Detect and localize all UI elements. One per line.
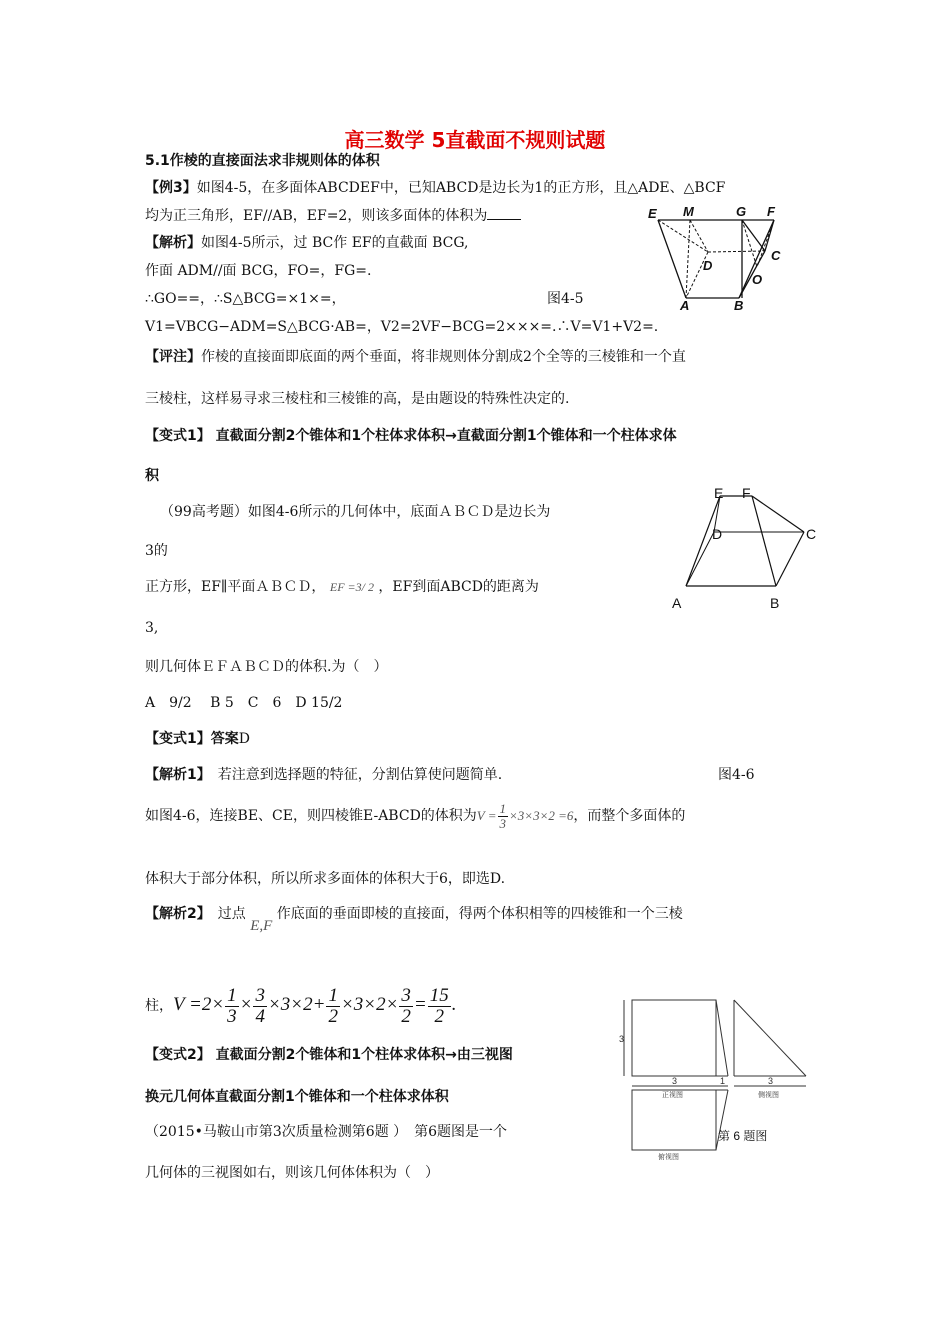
- label-A: A: [680, 298, 690, 312]
- variant1-heading-cont: 积: [145, 468, 159, 484]
- s1b-math-right: ×3×3×2 =6: [509, 808, 574, 823]
- fraction-1-2: [326, 986, 340, 1027]
- s1b-text: 如图4-6，连接BE、CE，则四棱锥E-ABCD的体积为: [145, 808, 477, 824]
- example3-line1: [145, 177, 725, 197]
- variant1-heading: 【变式1】 直截面分割2个锥体和1个柱体求体积→直截面分割1个锥体和一个柱体求体: [145, 428, 677, 444]
- comment-line2: 三棱柱，这样易寻求三棱柱和三棱锥的高，是由题设的特殊性决定的.: [145, 391, 570, 407]
- points-ef-math: E,F: [250, 918, 273, 934]
- label-B: B: [770, 595, 780, 611]
- variant1-solution2: [145, 903, 683, 934]
- label-E: E: [714, 485, 724, 501]
- label-E: E: [648, 206, 657, 221]
- q3-text-a: 正方形，EF∥平面ＡＢＣＤ，: [145, 579, 326, 595]
- dim-side-width: 3: [768, 1076, 774, 1086]
- variant1-answer: [145, 728, 250, 748]
- figure-4-5-caption: 图4-5: [547, 291, 584, 307]
- variant1-solution1: [145, 764, 502, 784]
- variant1-solution2-formula: 柱，V =2× $\frac{1}{3}$ × $\frac{3}{4}$ ×3×2+ $\frac{1}{2}$ ×3×2× $\frac{3}{2}$ = $\frac{15}{2}$ .: [145, 984, 457, 1027]
- s1b-text-b: ，而整个多面体的: [573, 808, 686, 824]
- formula-part3: ×3×2×: [340, 994, 399, 1015]
- label-D: D: [712, 526, 723, 542]
- label-B: B: [734, 298, 744, 312]
- label-G: G: [736, 204, 747, 219]
- frac-num: 15: [429, 984, 449, 1006]
- variant1-solution1-conclusion: 体积大于部分体积，所以所求多面体的体积大于6，即选D.: [145, 871, 506, 887]
- label-O: O: [752, 272, 763, 287]
- frac-den: 4: [255, 1005, 265, 1027]
- q3-text-b: ，EF到面ABCD的距离为: [378, 579, 539, 595]
- dim-front-width: 3: [672, 1076, 678, 1086]
- three-view-figure: [618, 992, 818, 1162]
- comment-text1: 作棱的直接面即底面的两个垂面，将非规则体分割成2个全等的三棱锥和一个直: [201, 349, 686, 365]
- figure-4-5: [640, 200, 790, 312]
- example3-text2: 均为正三角形，EF//AB，EF=2，则该多面体的体积为: [145, 208, 488, 224]
- formula-equals: =: [413, 994, 427, 1015]
- label-F: F: [767, 204, 775, 219]
- side-view-label: 侧视图: [758, 1092, 779, 1099]
- section-heading: 5.1作棱的直接面法求非规则体的体积: [145, 153, 380, 169]
- frac-num: 1: [227, 984, 237, 1006]
- front-view-label: 正视图: [662, 1092, 683, 1099]
- frac-den: 2: [328, 1005, 338, 1027]
- label-F: F: [742, 485, 751, 501]
- variant1-question-line3: [145, 576, 539, 596]
- frac-num: 3: [255, 984, 265, 1006]
- variant2-question-line2: 几何体的三视图如右，则该几何体体积为（ ）: [145, 1165, 439, 1181]
- frac-den: 2: [401, 1005, 411, 1027]
- solution-line3: ∴GO==，∴S△BCG=×1×=，: [145, 291, 346, 307]
- formula-part1: V =2×: [173, 994, 225, 1015]
- figure-4-6: [666, 482, 826, 614]
- figure-caption: 第 6 题图: [718, 1129, 768, 1143]
- frac-den: 2: [434, 1005, 444, 1027]
- example3-line2: [145, 205, 521, 225]
- variant2-heading: 【变式2】 直截面分割2个锥体和1个柱体求体积→由三视图: [145, 1047, 513, 1063]
- solution-line4: V1=VBCG−ADM=S△BCG·AB=，V2=2VF−BCG=2×××=.∴V=V1+V2=.: [145, 319, 659, 335]
- solution2-tag: 【解析2】: [145, 906, 204, 922]
- solution-line2: 作面 ADM//面 BCG，FO=，FG=.: [145, 263, 372, 279]
- answer-value: D: [238, 731, 250, 747]
- dim-height: 3: [619, 1034, 625, 1044]
- variant1-options: A 9/2 B 5 C 6 D 15/2: [145, 695, 343, 711]
- label-A: A: [672, 595, 682, 611]
- solution-tag: 【解析】: [145, 235, 201, 251]
- formula-part2: ×3×2+: [267, 994, 326, 1015]
- variant1-question-line1: （99高考题）如图4-6所示的几何体中，底面ＡＢＣＤ是边长为: [160, 504, 551, 520]
- frac-den: 3: [499, 815, 507, 831]
- solution-line1: [145, 232, 468, 252]
- variant1-question-line4: 3,: [145, 620, 159, 636]
- fraction-3-4: [253, 986, 267, 1027]
- fraction-one-third: [498, 802, 509, 830]
- ef-length-math: EF =3/ 2: [329, 580, 374, 594]
- solution-text1: 如图4-5所示，过 BC作 EF的直截面 BCG,: [201, 235, 469, 251]
- answer-blank: [487, 207, 521, 220]
- frac-num: 1: [499, 800, 507, 816]
- variant2-heading-cont: 换元几何体直截面分割1个锥体和一个柱体求体积: [145, 1089, 449, 1105]
- s2-text-a: 过点: [217, 906, 246, 922]
- variant1-question-line2: 3的: [145, 543, 168, 559]
- s1b-math-left: V =: [476, 808, 497, 823]
- label-C: C: [806, 526, 817, 542]
- fraction-1-3: [225, 986, 239, 1027]
- dim-offset: 1: [720, 1076, 726, 1086]
- solution1-text: 若注意到选择题的特征，分割估算使问题简单.: [217, 767, 503, 783]
- comment-line1: [145, 346, 686, 366]
- page-title: 高三数学 5直截面不规则试题: [344, 128, 606, 152]
- comment-tag: 【评注】: [145, 349, 201, 365]
- answer-tag: 【变式1】答案: [145, 731, 239, 747]
- label-M: M: [683, 204, 694, 219]
- frac-den: 3: [227, 1005, 237, 1027]
- label-C: C: [771, 248, 781, 263]
- example3-tag: 【例3】: [145, 180, 197, 196]
- variant1-solution1-formula-line: [145, 800, 685, 832]
- variant2-question-line1: （2015•马鞍山市第3次质量检测第6题 ） 第6题图是一个: [145, 1124, 508, 1140]
- s2c-text: 柱，: [145, 998, 173, 1014]
- fraction-15-2: [428, 986, 451, 1027]
- example3-text: 如图4-5，在多面体ABCDEF中，已知ABCD是边长为1的正方形，且△ADE、△BCF: [196, 180, 726, 196]
- fraction-3-2: [399, 986, 413, 1027]
- frac-num: 3: [401, 984, 411, 1006]
- solution1-tag: 【解析1】: [145, 767, 204, 783]
- top-view-label: 俯视图: [658, 1154, 679, 1161]
- variant1-question-line5: 则几何体ＥＦＡＢＣＤ的体积.为（ ）: [145, 659, 388, 675]
- s2-text-b: 作底面的垂面即棱的直接面，得两个体积相等的四棱锥和一个三棱: [276, 906, 683, 922]
- formula-period: .: [451, 994, 457, 1015]
- label-D: D: [703, 258, 713, 273]
- frac-num: 1: [328, 984, 338, 1006]
- figure-4-6-caption: 图4-6: [718, 767, 755, 783]
